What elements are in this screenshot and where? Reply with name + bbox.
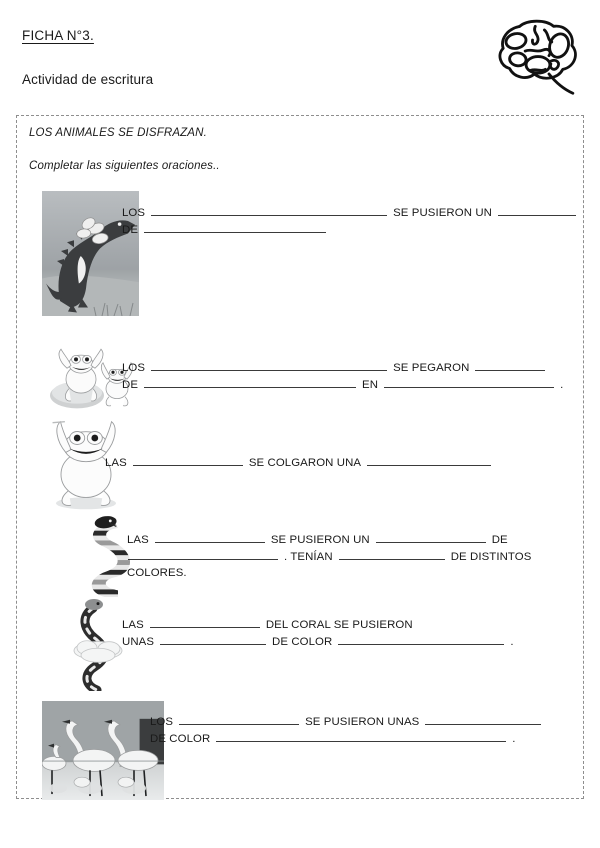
sentence-text: DE COLOR <box>150 733 211 745</box>
fill-in-blank[interactable] <box>155 531 265 543</box>
sentence-text: DE DISTINTOS <box>450 551 532 563</box>
sentence-text: UNAS <box>122 636 155 648</box>
sentence-text: . <box>560 379 564 391</box>
worksheet-instruction: Completar las siguientes oraciones.. <box>29 160 220 172</box>
worksheet-intro-title: LOS ANIMALES SE DISFRAZAN. <box>29 127 207 139</box>
sentence-text: SE PUSIERON UN <box>393 207 492 219</box>
exercise-flamingos-sentence <box>150 713 547 747</box>
fill-in-blank[interactable] <box>338 633 504 645</box>
fill-in-blank[interactable] <box>151 204 387 216</box>
sentence-text: EN <box>362 379 379 391</box>
sentence-line <box>122 633 519 650</box>
brain-icon <box>492 8 584 96</box>
sentence-line <box>122 359 568 376</box>
sentence-line <box>127 548 536 565</box>
worksheet-container <box>16 115 584 799</box>
sentence-text: . <box>510 636 514 648</box>
fill-in-blank[interactable] <box>339 548 445 560</box>
sentence-text: LAS <box>105 457 127 469</box>
sentence-text: SE PEGARON <box>393 362 470 374</box>
fill-in-blank[interactable] <box>425 713 541 725</box>
sentence-text: DEL CORAL SE PUSIERON <box>265 619 413 631</box>
sentence-text: LOS <box>122 207 146 219</box>
sentence-line <box>127 565 536 582</box>
sentence-text: . TENÍAN <box>284 551 333 563</box>
sentence-line <box>150 713 547 730</box>
sentence-text: DE <box>491 534 508 546</box>
fill-in-blank[interactable] <box>475 359 545 371</box>
sentence-text: SE PUSIERON UNAS <box>305 716 420 728</box>
sentence-text: SE COLGARON UNA <box>248 457 362 469</box>
fill-in-blank[interactable] <box>216 730 506 742</box>
fill-in-blank[interactable] <box>160 633 266 645</box>
fill-in-blank[interactable] <box>151 359 387 371</box>
sentence-line <box>150 730 547 747</box>
sentence-text: . <box>512 733 516 745</box>
sentence-line <box>122 204 582 221</box>
fill-in-blank[interactable] <box>133 454 243 466</box>
fill-in-blank[interactable] <box>376 531 486 543</box>
sentence-text: LAS <box>122 619 144 631</box>
fill-in-blank[interactable] <box>128 548 278 560</box>
sentence-text: DE <box>122 224 139 236</box>
snake-tutu-photo <box>67 597 127 691</box>
fill-in-blank[interactable] <box>179 713 299 725</box>
sentence-text: LAS <box>127 534 149 546</box>
fill-in-blank[interactable] <box>498 204 576 216</box>
fill-in-blank[interactable] <box>384 376 554 388</box>
exercise-sea-snake-sentence <box>122 616 519 650</box>
fill-in-blank[interactable] <box>150 616 260 628</box>
sentence-text: DE COLOR <box>272 636 333 648</box>
coral-snake-photo <box>72 512 130 601</box>
sentence-line <box>105 454 497 471</box>
fill-in-blank[interactable] <box>144 376 356 388</box>
sentence-line <box>122 221 582 238</box>
sentence-line <box>122 616 519 633</box>
page-header <box>0 0 600 110</box>
sentence-line <box>122 376 568 393</box>
sentence-text: LOS <box>150 716 174 728</box>
flamingos-photo <box>42 701 164 800</box>
fill-in-blank[interactable] <box>144 221 326 233</box>
activity-subtitle: Actividad de escritura <box>22 72 154 87</box>
sentence-text: COLORES. <box>127 567 187 579</box>
sentence-text: DE <box>122 379 139 391</box>
sentence-text: SE PUSIERON UN <box>270 534 370 546</box>
sentence-line <box>127 531 536 548</box>
sentence-text: LOS <box>122 362 146 374</box>
exercise-frog-sentence <box>105 454 497 471</box>
exercise-crocodile-sentence <box>122 204 582 238</box>
page-title: FICHA N°3. <box>22 28 94 43</box>
exercise-frogs-sentence <box>122 359 568 393</box>
fill-in-blank[interactable] <box>367 454 491 466</box>
exercise-coral-snake-sentence <box>127 531 536 582</box>
